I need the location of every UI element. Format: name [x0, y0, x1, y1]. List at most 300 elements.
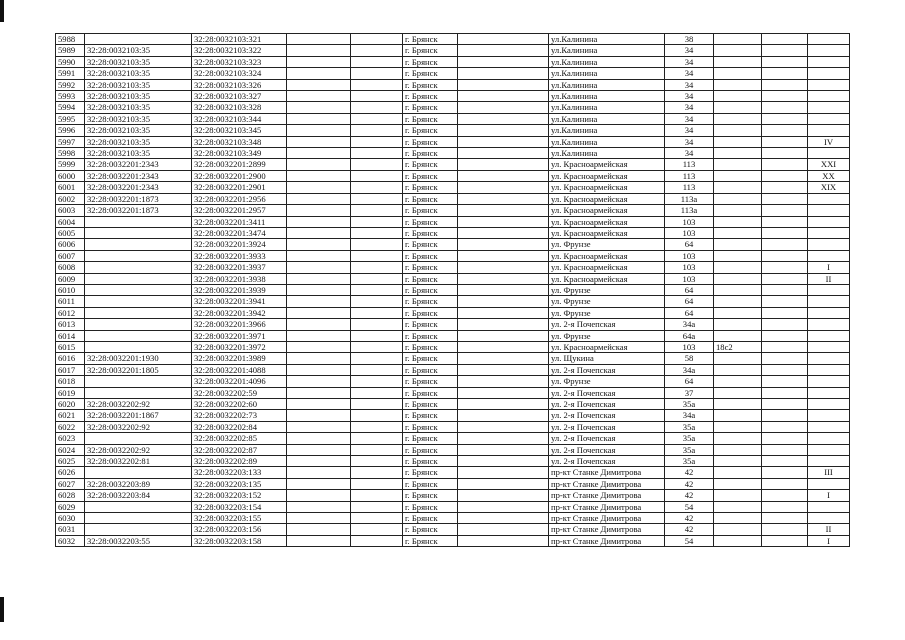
table-row	[56, 68, 850, 79]
table-row	[56, 148, 850, 159]
blank-col-5-cell	[351, 68, 403, 79]
cadastral-number-cell: 32:28:0032201:3938	[192, 273, 287, 284]
row-number-cell: 6028	[56, 490, 85, 501]
roman-numeral-cell: IV	[808, 136, 850, 147]
house-number-cell: 42	[665, 490, 714, 501]
parent-cadastral-number-cell: 32:28:0032103:35	[85, 113, 192, 124]
parent-cadastral-number-cell: 32:28:0032202:81	[85, 456, 192, 467]
building-suffix-cell	[714, 296, 762, 307]
blank-col-7-cell	[458, 376, 549, 387]
city-cell: г. Брянск	[403, 467, 458, 478]
blank-col-4-cell	[287, 113, 351, 124]
roman-numeral-cell	[808, 376, 850, 387]
street-cell: ул. Красноармейская	[549, 227, 665, 238]
blank-col-11-cell	[762, 433, 808, 444]
parent-cadastral-number-cell	[85, 284, 192, 295]
blank-col-7-cell	[458, 399, 549, 410]
blank-col-5-cell	[351, 513, 403, 524]
roman-numeral-cell	[808, 113, 850, 124]
blank-col-5-cell	[351, 478, 403, 489]
city-cell: г. Брянск	[403, 262, 458, 273]
roman-numeral-cell	[808, 353, 850, 364]
cadastral-number-cell: 32:28:0032201:2899	[192, 159, 287, 170]
table-row	[56, 182, 850, 193]
blank-col-11-cell	[762, 307, 808, 318]
table-row	[56, 136, 850, 147]
table-row	[56, 364, 850, 375]
building-suffix-cell	[714, 421, 762, 432]
cadastral-number-cell: 32:28:0032103:324	[192, 68, 287, 79]
blank-col-5-cell	[351, 182, 403, 193]
blank-col-11-cell	[762, 387, 808, 398]
table-row	[56, 478, 850, 489]
blank-col-4-cell	[287, 205, 351, 216]
city-cell: г. Брянск	[403, 524, 458, 535]
row-number-cell: 6004	[56, 216, 85, 227]
building-suffix-cell	[714, 456, 762, 467]
street-cell: пр-кт Станке Димитрова	[549, 467, 665, 478]
blank-col-11-cell	[762, 524, 808, 535]
blank-col-7-cell	[458, 513, 549, 524]
city-cell: г. Брянск	[403, 273, 458, 284]
cadastral-number-cell: 32:28:0032203:154	[192, 501, 287, 512]
blank-col-5-cell	[351, 399, 403, 410]
street-cell: ул. 2-я Почепская	[549, 399, 665, 410]
cadastral-number-cell: 32:28:0032202:87	[192, 444, 287, 455]
blank-col-11-cell	[762, 456, 808, 467]
house-number-cell: 113	[665, 182, 714, 193]
parent-cadastral-number-cell	[85, 262, 192, 273]
row-number-cell: 6008	[56, 262, 85, 273]
blank-col-5-cell	[351, 524, 403, 535]
blank-col-7-cell	[458, 353, 549, 364]
blank-col-7-cell	[458, 319, 549, 330]
roman-numeral-cell: III	[808, 467, 850, 478]
blank-col-11-cell	[762, 250, 808, 261]
blank-col-7-cell	[458, 467, 549, 478]
blank-col-5-cell	[351, 364, 403, 375]
parent-cadastral-number-cell: 32:28:0032103:35	[85, 91, 192, 102]
blank-col-5-cell	[351, 387, 403, 398]
blank-col-5-cell	[351, 205, 403, 216]
row-number-cell: 6000	[56, 170, 85, 181]
roman-numeral-cell: XX	[808, 170, 850, 181]
cadastral-number-cell: 32:28:0032201:3924	[192, 239, 287, 250]
blank-col-4-cell	[287, 524, 351, 535]
parent-cadastral-number-cell: 32:28:0032103:35	[85, 56, 192, 67]
house-number-cell: 42	[665, 478, 714, 489]
building-suffix-cell	[714, 170, 762, 181]
roman-numeral-cell	[808, 513, 850, 524]
house-number-cell: 64	[665, 307, 714, 318]
row-number-cell: 6007	[56, 250, 85, 261]
blank-col-5-cell	[351, 330, 403, 341]
row-number-cell: 5994	[56, 102, 85, 113]
roman-numeral-cell	[808, 364, 850, 375]
blank-col-7-cell	[458, 68, 549, 79]
blank-col-4-cell	[287, 148, 351, 159]
blank-col-7-cell	[458, 364, 549, 375]
blank-col-11-cell	[762, 239, 808, 250]
blank-col-4-cell	[287, 456, 351, 467]
street-cell: пр-кт Станке Димитрова	[549, 490, 665, 501]
property-register-table	[55, 33, 850, 547]
row-number-cell: 5997	[56, 136, 85, 147]
blank-col-5-cell	[351, 490, 403, 501]
cadastral-number-cell: 32:28:0032201:3989	[192, 353, 287, 364]
blank-col-7-cell	[458, 205, 549, 216]
building-suffix-cell	[714, 524, 762, 535]
house-number-cell: 103	[665, 227, 714, 238]
blank-col-5-cell	[351, 319, 403, 330]
house-number-cell: 113	[665, 159, 714, 170]
cadastral-number-cell: 32:28:0032201:2901	[192, 182, 287, 193]
building-suffix-cell	[714, 113, 762, 124]
house-number-cell: 113а	[665, 193, 714, 204]
table-row	[56, 410, 850, 421]
house-number-cell: 64	[665, 284, 714, 295]
row-number-cell: 6006	[56, 239, 85, 250]
street-cell: ул.Калинина	[549, 148, 665, 159]
cadastral-number-cell: 32:28:0032201:4088	[192, 364, 287, 375]
table-row	[56, 216, 850, 227]
row-number-cell: 6012	[56, 307, 85, 318]
building-suffix-cell	[714, 125, 762, 136]
table-row	[56, 193, 850, 204]
table-row	[56, 490, 850, 501]
house-number-cell: 35а	[665, 421, 714, 432]
street-cell: ул.Калинина	[549, 56, 665, 67]
house-number-cell: 35а	[665, 444, 714, 455]
row-number-cell: 6015	[56, 341, 85, 352]
blank-col-11-cell	[762, 341, 808, 352]
city-cell: г. Брянск	[403, 193, 458, 204]
street-cell: ул. 2-я Почепская	[549, 444, 665, 455]
building-suffix-cell: 18с2	[714, 341, 762, 352]
building-suffix-cell	[714, 262, 762, 273]
city-cell: г. Брянск	[403, 102, 458, 113]
street-cell: ул.Калинина	[549, 113, 665, 124]
roman-numeral-cell	[808, 227, 850, 238]
parent-cadastral-number-cell: 32:28:0032103:35	[85, 45, 192, 56]
blank-col-11-cell	[762, 330, 808, 341]
cadastral-number-cell: 32:28:0032202:85	[192, 433, 287, 444]
parent-cadastral-number-cell	[85, 319, 192, 330]
row-number-cell: 6002	[56, 193, 85, 204]
house-number-cell: 34а	[665, 364, 714, 375]
roman-numeral-cell	[808, 307, 850, 318]
city-cell: г. Брянск	[403, 501, 458, 512]
roman-numeral-cell	[808, 456, 850, 467]
blank-col-4-cell	[287, 319, 351, 330]
cadastral-number-cell: 32:28:0032201:3933	[192, 250, 287, 261]
building-suffix-cell	[714, 216, 762, 227]
roman-numeral-cell	[808, 79, 850, 90]
parent-cadastral-number-cell	[85, 330, 192, 341]
blank-col-4-cell	[287, 125, 351, 136]
street-cell: пр-кт Станке Димитрова	[549, 535, 665, 546]
blank-col-4-cell	[287, 330, 351, 341]
blank-col-7-cell	[458, 193, 549, 204]
city-cell: г. Брянск	[403, 353, 458, 364]
building-suffix-cell	[714, 433, 762, 444]
house-number-cell: 34а	[665, 410, 714, 421]
parent-cadastral-number-cell	[85, 467, 192, 478]
row-number-cell: 6031	[56, 524, 85, 535]
street-cell: ул.Калинина	[549, 45, 665, 56]
roman-numeral-cell	[808, 239, 850, 250]
blank-col-11-cell	[762, 262, 808, 273]
table-row	[56, 170, 850, 181]
blank-col-5-cell	[351, 410, 403, 421]
parent-cadastral-number-cell: 32:28:0032201:2343	[85, 159, 192, 170]
table-row	[56, 79, 850, 90]
cadastral-number-cell: 32:28:0032203:158	[192, 535, 287, 546]
parent-cadastral-number-cell: 32:28:0032202:92	[85, 444, 192, 455]
roman-numeral-cell	[808, 102, 850, 113]
cadastral-number-cell: 32:28:0032203:135	[192, 478, 287, 489]
house-number-cell: 54	[665, 501, 714, 512]
street-cell: ул. Фрунзе	[549, 376, 665, 387]
blank-col-5-cell	[351, 433, 403, 444]
row-number-cell: 6009	[56, 273, 85, 284]
building-suffix-cell	[714, 159, 762, 170]
row-number-cell: 6014	[56, 330, 85, 341]
blank-col-7-cell	[458, 182, 549, 193]
table-row	[56, 433, 850, 444]
blank-col-5-cell	[351, 148, 403, 159]
parent-cadastral-number-cell: 32:28:0032203:89	[85, 478, 192, 489]
street-cell: пр-кт Станке Димитрова	[549, 524, 665, 535]
city-cell: г. Брянск	[403, 45, 458, 56]
blank-col-11-cell	[762, 227, 808, 238]
blank-col-4-cell	[287, 387, 351, 398]
blank-col-4-cell	[287, 478, 351, 489]
building-suffix-cell	[714, 56, 762, 67]
blank-col-5-cell	[351, 262, 403, 273]
blank-col-7-cell	[458, 433, 549, 444]
blank-col-7-cell	[458, 102, 549, 113]
building-suffix-cell	[714, 68, 762, 79]
cadastral-number-cell: 32:28:0032201:3972	[192, 341, 287, 352]
row-number-cell: 5989	[56, 45, 85, 56]
cadastral-number-cell: 32:28:0032201:2900	[192, 170, 287, 181]
house-number-cell: 103	[665, 341, 714, 352]
blank-col-5-cell	[351, 170, 403, 181]
parent-cadastral-number-cell	[85, 376, 192, 387]
street-cell: ул. 2-я Почепская	[549, 456, 665, 467]
street-cell: пр-кт Станке Димитрова	[549, 501, 665, 512]
blank-col-11-cell	[762, 284, 808, 295]
street-cell: ул. Фрунзе	[549, 296, 665, 307]
house-number-cell: 34	[665, 125, 714, 136]
row-number-cell: 6022	[56, 421, 85, 432]
building-suffix-cell	[714, 79, 762, 90]
blank-col-4-cell	[287, 227, 351, 238]
blank-col-11-cell	[762, 102, 808, 113]
table-row	[56, 456, 850, 467]
row-number-cell: 5996	[56, 125, 85, 136]
street-cell: ул. Красноармейская	[549, 170, 665, 181]
blank-col-7-cell	[458, 262, 549, 273]
row-number-cell: 5992	[56, 79, 85, 90]
blank-col-7-cell	[458, 307, 549, 318]
building-suffix-cell	[714, 399, 762, 410]
blank-col-7-cell	[458, 490, 549, 501]
building-suffix-cell	[714, 45, 762, 56]
blank-col-11-cell	[762, 170, 808, 181]
blank-col-4-cell	[287, 182, 351, 193]
city-cell: г. Брянск	[403, 456, 458, 467]
blank-col-5-cell	[351, 113, 403, 124]
cadastral-number-cell: 32:28:0032103:327	[192, 91, 287, 102]
parent-cadastral-number-cell	[85, 433, 192, 444]
table-row	[56, 250, 850, 261]
cadastral-number-cell: 32:28:0032103:326	[192, 79, 287, 90]
roman-numeral-cell: I	[808, 262, 850, 273]
blank-col-7-cell	[458, 444, 549, 455]
house-number-cell: 113	[665, 170, 714, 181]
cadastral-number-cell: 32:28:0032201:3939	[192, 284, 287, 295]
city-cell: г. Брянск	[403, 364, 458, 375]
parent-cadastral-number-cell: 32:28:0032103:35	[85, 102, 192, 113]
blank-col-4-cell	[287, 364, 351, 375]
city-cell: г. Брянск	[403, 387, 458, 398]
house-number-cell: 42	[665, 467, 714, 478]
street-cell: ул. 2-я Почепская	[549, 364, 665, 375]
blank-col-7-cell	[458, 456, 549, 467]
blank-col-7-cell	[458, 148, 549, 159]
house-number-cell: 34	[665, 91, 714, 102]
parent-cadastral-number-cell: 32:28:0032103:35	[85, 125, 192, 136]
blank-col-5-cell	[351, 535, 403, 546]
parent-cadastral-number-cell	[85, 296, 192, 307]
blank-col-4-cell	[287, 136, 351, 147]
street-cell: ул. 2-я Почепская	[549, 421, 665, 432]
row-number-cell: 6024	[56, 444, 85, 455]
blank-col-11-cell	[762, 56, 808, 67]
parent-cadastral-number-cell: 32:28:0032201:1805	[85, 364, 192, 375]
blank-col-5-cell	[351, 376, 403, 387]
roman-numeral-cell	[808, 330, 850, 341]
table-row	[56, 524, 850, 535]
street-cell: ул.Калинина	[549, 136, 665, 147]
street-cell: ул.Калинина	[549, 91, 665, 102]
row-number-cell: 6010	[56, 284, 85, 295]
row-number-cell: 6027	[56, 478, 85, 489]
building-suffix-cell	[714, 490, 762, 501]
table-row	[56, 296, 850, 307]
blank-col-11-cell	[762, 376, 808, 387]
street-cell: ул. Красноармейская	[549, 205, 665, 216]
city-cell: г. Брянск	[403, 284, 458, 295]
blank-col-11-cell	[762, 159, 808, 170]
blank-col-4-cell	[287, 34, 351, 45]
row-number-cell: 5995	[56, 113, 85, 124]
table-row	[56, 227, 850, 238]
blank-col-11-cell	[762, 501, 808, 512]
blank-col-11-cell	[762, 296, 808, 307]
city-cell: г. Брянск	[403, 136, 458, 147]
blank-col-11-cell	[762, 399, 808, 410]
blank-col-11-cell	[762, 353, 808, 364]
blank-col-7-cell	[458, 79, 549, 90]
blank-col-11-cell	[762, 113, 808, 124]
table-row	[56, 159, 850, 170]
city-cell: г. Брянск	[403, 239, 458, 250]
roman-numeral-cell	[808, 296, 850, 307]
street-cell: ул. Красноармейская	[549, 159, 665, 170]
blank-col-7-cell	[458, 216, 549, 227]
blank-col-11-cell	[762, 68, 808, 79]
blank-col-7-cell	[458, 170, 549, 181]
city-cell: г. Брянск	[403, 125, 458, 136]
blank-col-5-cell	[351, 79, 403, 90]
street-cell: ул. Красноармейская	[549, 216, 665, 227]
roman-numeral-cell	[808, 410, 850, 421]
table-row	[56, 45, 850, 56]
blank-col-7-cell	[458, 45, 549, 56]
city-cell: г. Брянск	[403, 490, 458, 501]
house-number-cell: 103	[665, 273, 714, 284]
cadastral-number-cell: 32:28:0032202:73	[192, 410, 287, 421]
blank-col-7-cell	[458, 284, 549, 295]
roman-numeral-cell	[808, 387, 850, 398]
city-cell: г. Брянск	[403, 170, 458, 181]
blank-col-7-cell	[458, 250, 549, 261]
building-suffix-cell	[714, 250, 762, 261]
blank-col-11-cell	[762, 193, 808, 204]
blank-col-4-cell	[287, 193, 351, 204]
city-cell: г. Брянск	[403, 216, 458, 227]
blank-col-4-cell	[287, 444, 351, 455]
house-number-cell: 113а	[665, 205, 714, 216]
blank-col-5-cell	[351, 239, 403, 250]
city-cell: г. Брянск	[403, 227, 458, 238]
table-row	[56, 421, 850, 432]
parent-cadastral-number-cell	[85, 34, 192, 45]
blank-col-5-cell	[351, 56, 403, 67]
roman-numeral-cell	[808, 91, 850, 102]
document-sheet	[55, 33, 850, 547]
blank-col-4-cell	[287, 56, 351, 67]
house-number-cell: 64	[665, 296, 714, 307]
city-cell: г. Брянск	[403, 478, 458, 489]
city-cell: г. Брянск	[403, 535, 458, 546]
street-cell: ул.Калинина	[549, 68, 665, 79]
building-suffix-cell	[714, 535, 762, 546]
city-cell: г. Брянск	[403, 330, 458, 341]
parent-cadastral-number-cell: 32:28:0032201:1873	[85, 193, 192, 204]
table-row	[56, 205, 850, 216]
roman-numeral-cell	[808, 341, 850, 352]
city-cell: г. Брянск	[403, 79, 458, 90]
blank-col-5-cell	[351, 467, 403, 478]
house-number-cell: 34а	[665, 319, 714, 330]
blank-col-4-cell	[287, 159, 351, 170]
blank-col-5-cell	[351, 456, 403, 467]
blank-col-7-cell	[458, 387, 549, 398]
building-suffix-cell	[714, 501, 762, 512]
blank-col-11-cell	[762, 467, 808, 478]
blank-col-7-cell	[458, 501, 549, 512]
cadastral-number-cell: 32:28:0032103:348	[192, 136, 287, 147]
street-cell: ул. 2-я Почепская	[549, 319, 665, 330]
blank-col-5-cell	[351, 136, 403, 147]
house-number-cell: 58	[665, 353, 714, 364]
roman-numeral-cell	[808, 68, 850, 79]
house-number-cell: 54	[665, 535, 714, 546]
